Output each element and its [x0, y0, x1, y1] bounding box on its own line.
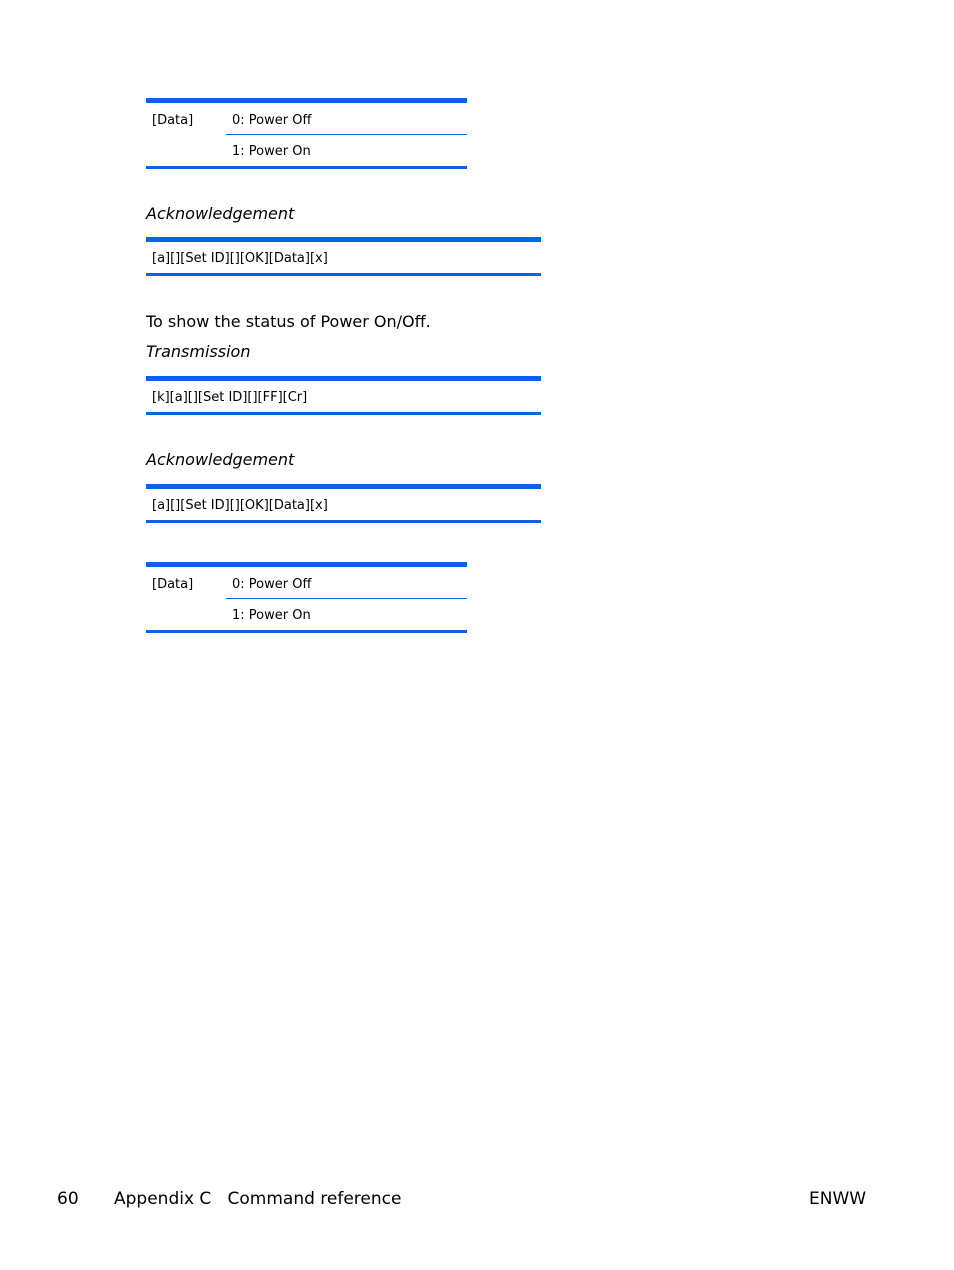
transmission-heading: Transmission	[146, 342, 251, 361]
data-value: 0: Power Off	[232, 577, 312, 592]
data-key: [Data]	[152, 577, 194, 592]
data-row-power-off	[146, 103, 467, 134]
acknowledgement-code: [a][][Set ID][][OK][Data][x]	[152, 498, 328, 513]
footer-page-number: 60	[57, 1189, 79, 1209]
acknowledgement-heading-2: Acknowledgement	[146, 450, 295, 469]
transmission-code: [k][a][][Set ID][][FF][Cr]	[152, 390, 308, 405]
data-value: 1: Power On	[232, 144, 311, 159]
footer-section-title: Appendix C Command reference	[114, 1189, 402, 1209]
data-value: 1: Power On	[232, 608, 311, 623]
data-table-2	[146, 562, 467, 633]
data-value: 0: Power Off	[232, 113, 312, 128]
acknowledgement-code-box-2	[146, 484, 541, 523]
transmission-code-box	[146, 376, 541, 415]
acknowledgement-heading-1: Acknowledgement	[146, 204, 295, 223]
data-row-power-off	[146, 567, 467, 598]
data-row-power-on	[226, 598, 467, 630]
footer-locale: ENWW	[809, 1189, 867, 1209]
data-table-1	[146, 98, 467, 169]
status-description: To show the status of Power On/Off.	[146, 312, 431, 331]
acknowledgement-code-box-1	[146, 237, 541, 276]
data-row-power-on	[226, 134, 467, 166]
acknowledgement-code: [a][][Set ID][][OK][Data][x]	[152, 251, 328, 266]
data-key: [Data]	[152, 113, 194, 128]
